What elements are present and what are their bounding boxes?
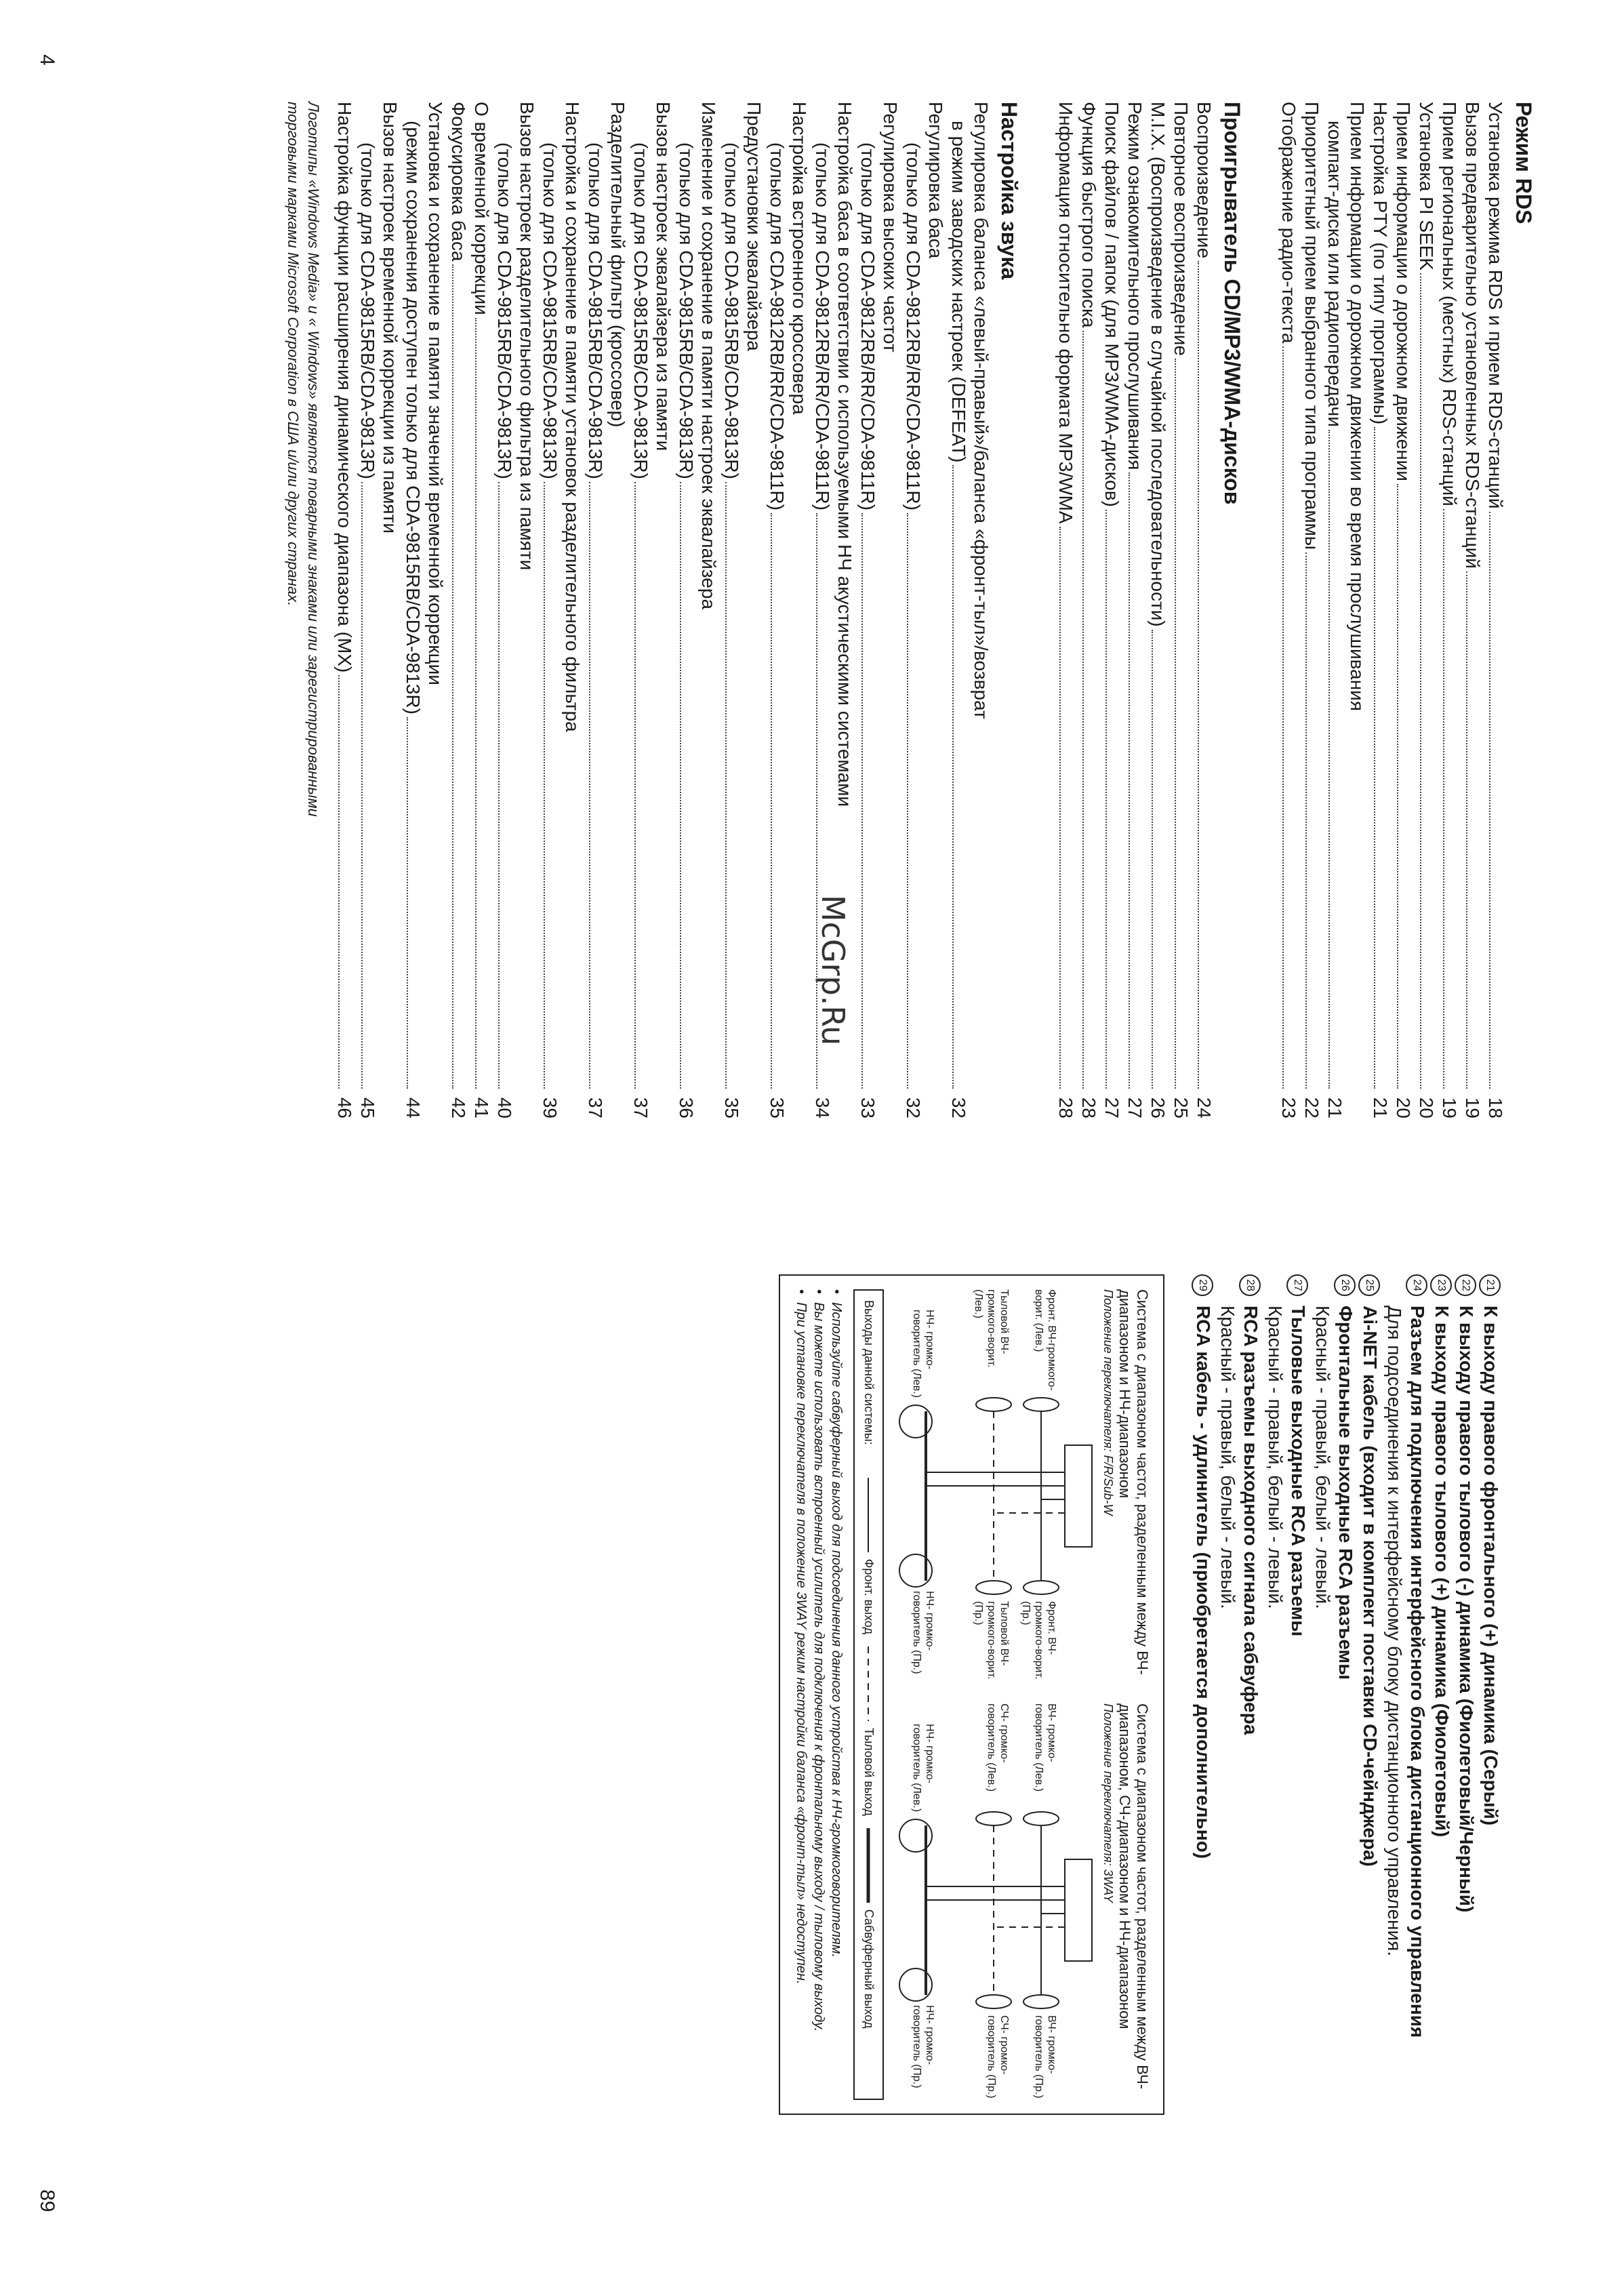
midrange-left (976, 1812, 1011, 1825)
connector-number: 27 (1286, 1274, 1308, 1296)
toc-section-rds (1277, 102, 1536, 1118)
connections-column (779, 1274, 1502, 2156)
connector-title: К выходу правого тылового (-) динамика (Фиолетовый/Черный) (1456, 1306, 1477, 1913)
label-lf-right: НЧ- громко-говоритель (Пр.) (911, 2005, 935, 2088)
toc-entry[interactable]: Вызов настроек временной коррекции из памяти (380, 102, 401, 533)
head-unit-box (1065, 1445, 1092, 1547)
dashed-line-icon (866, 1646, 872, 1721)
toc-entry[interactable]: Информация относительно формата MP3/WMA 28 (1055, 102, 1076, 1118)
toc-entry[interactable]: Регулировка высоких частот (880, 102, 901, 352)
three-way-diagram (892, 1703, 1151, 2100)
label-front-tweeter-left: Фронт. ВЧ-громкого-ворит. (Лев.) (1033, 1289, 1057, 1391)
connector-title: Тыловые выходные RCA разъемы (1288, 1306, 1309, 1637)
legend-front-label: Фронт. выход (862, 1558, 876, 1635)
label-front-tweeter-right: Фронт. ВЧ-громкого-ворит. (Пр.) (1020, 1601, 1057, 1680)
label-hf-left: ВЧ- громко-говоритель (Лев.) (1033, 1703, 1057, 1792)
connector-description: Красный - правый, белый - левый. (1265, 1306, 1286, 1609)
toc-entry[interactable]: (только для CDA-9815RB/CDA-9813R) 37 (585, 142, 606, 1118)
toc-entry[interactable]: Настройка и сохранение в памяти установок разделительного фильтра (562, 102, 583, 732)
diagram-subtitle: Положение переключателя: F/R/Sub-W (1101, 1289, 1115, 1516)
connector-number: 21 (1479, 1274, 1501, 1296)
label-woofer-left: НЧ- громко-говоритель (Лев.) (911, 1310, 935, 1398)
connector-number: 26 (1334, 1274, 1356, 1296)
connector-item (1479, 1274, 1502, 2156)
toc-section-sound (283, 102, 1021, 1118)
tweeter-rear-right (976, 1581, 1011, 1594)
midrange-right (976, 1995, 1011, 2008)
footnote-line: торговыми марками Microsoft Corporation в США и/или других странах. (285, 102, 302, 607)
connector-item (1455, 1274, 1478, 2156)
connector-description: Красный - правый, белый - левый. (1312, 1306, 1333, 1609)
section-heading: Настройка звука (997, 102, 1021, 280)
thick-line-icon (866, 1828, 872, 1903)
toc-entry[interactable]: в режим заводских настроек (DEFEAT) 32 (948, 121, 969, 1118)
connector-title: Фронтальные выходные RCA разъемы (1335, 1306, 1356, 1680)
label-hf-right: ВЧ- громко-говоритель (Пр.) (1033, 2015, 1057, 2099)
connector-title: RCA кабель - удлинитель (приобретается дополнительно) (1193, 1306, 1214, 1859)
output-legend (853, 1289, 884, 2100)
toc-entry[interactable]: (только для CDA-9812RB/RR/CDA-9811R) 32 (903, 142, 924, 1118)
toc-entry[interactable]: (режим сохранения доступен только для CDA-9815RB/CDA-9813R) 44 (403, 121, 424, 1118)
legend-sub-label: Сабвуферный выход (862, 1909, 876, 2029)
connector-description: Для подсоединения к интерфейсному блоку дистанционного управления. (1384, 1306, 1405, 1957)
head-unit-box (1065, 1859, 1092, 1961)
toc-entry[interactable]: Отображение радио-текста 23 (1278, 102, 1299, 1118)
toc-entry[interactable]: Прием информации о дорожном движении во время прослушивания (1347, 102, 1368, 711)
toc-entry[interactable]: (только для CDA-9815RB/CDA-9813R) 35 (721, 142, 742, 1118)
note-item: • Используйте сабвуферный выход для подсоединения данного устройства к НЧ-громкоговорителям. (829, 1289, 844, 1958)
toc-entry[interactable]: (только для CDA-9815RB/CDA-9813R) 45 (357, 142, 378, 1118)
toc-entry[interactable]: Регулировка баса (925, 102, 946, 259)
table-of-contents (250, 102, 1536, 1118)
toc-entry[interactable]: (только для CDA-9815RB/CDA-9813R) 39 (540, 142, 561, 1118)
label-mf-left: СЧ- громко-говоритель (Лев.) (986, 1703, 1010, 1792)
legend-front (861, 1478, 876, 1634)
legend-rear (861, 1646, 876, 1816)
page-number-right: 89 (36, 2189, 58, 2213)
toc-entry[interactable]: (только для CDA-9812RB/RR/CDA-9811R) 33 (857, 142, 878, 1118)
connector-list (1192, 1274, 1502, 2156)
toc-entry[interactable]: Регулировка баланса «левый-правый»/баланса «фронт-тыл»/возврат (971, 102, 992, 719)
toc-entry[interactable]: Прием региональных (местных) RDS-станций 19 (1439, 102, 1460, 1118)
legend-title: Выходы данной системы: (862, 1300, 876, 1445)
note-item: • Вы можете использовать встроенный усилитель для подключения к фронтальному выходу / тыловому выходу. (811, 1289, 826, 2032)
note-item: • При установке переключателя в положение 3WAY режим настройки баланса «фронт-тыл» недоступен. (794, 1289, 809, 1985)
toc-entry[interactable]: (только для CDA-9815RB/CDA-9813R) 40 (494, 142, 515, 1118)
toc-entry[interactable]: Вызов предварительно установленных RDS-станций 19 (1462, 102, 1483, 1118)
connector-item (1263, 1274, 1310, 2156)
footnote-line: Логотипы «Windows Media» и « Windows» являются товарными знаками или зарегистрированными (305, 102, 322, 817)
toc-entry[interactable]: Разделительный фильтр (кроссовер) (607, 102, 628, 428)
toc-entry[interactable]: M.I.X. (Воспроизведение в случайной последовательности) 26 (1148, 102, 1169, 1118)
toc-entry[interactable]: Поиск файлов / папок (для MP3/WMA-дисков) 27 (1101, 102, 1122, 1118)
label-mf-right: СЧ- громко-говоритель (Пр.) (986, 2015, 1010, 2099)
tweeter-front-left (1023, 1398, 1059, 1411)
label-rear-tweeter-left: Тыловой ВЧ-громкого-ворит. (Лев.) (973, 1289, 1010, 1368)
connector-item (1358, 1274, 1381, 2156)
toc-entry[interactable]: Вызов настроек эквалайзера из памяти (653, 102, 674, 451)
toc-entry[interactable]: Прием информации о дорожном движении 20 (1393, 102, 1414, 1118)
connector-number: 23 (1430, 1274, 1452, 1296)
two-way-diagram (892, 1289, 1151, 1686)
section-heading: Режим RDS (1511, 102, 1536, 224)
connector-title: К выходу правого тылового (+) динамика (Фиолетовый) (1432, 1306, 1453, 1838)
toc-entry[interactable]: Настройка баса в соответствии с используемыми НЧ акустическими системами (834, 102, 855, 807)
toc-entry[interactable]: Вызов настроек разделительного фильтра из памяти (516, 102, 537, 571)
toc-entry[interactable]: Установка PI SEEK 20 (1416, 102, 1437, 1118)
connector-number: 22 (1455, 1274, 1476, 1296)
page-number-left: 4 (36, 54, 58, 66)
toc-entry[interactable]: компакт-диска или радиопередачи 21 (1324, 121, 1345, 1118)
connector-number: 28 (1239, 1274, 1261, 1296)
connector-description: Красный - правый, белый - левый. (1217, 1306, 1238, 1609)
legend-sub (861, 1828, 876, 2029)
toc-entry[interactable]: (только для CDA-9812RB/RR/CDA-9811R) 34 (812, 142, 833, 1118)
toc-entry[interactable]: О временной коррекции 41 (471, 102, 492, 1118)
diagram-title: Система с диапазоном частот, разделенным между ВЧ-диапазоном, СЧ-диапазоном и НЧ-диапазоном (1116, 1703, 1151, 2089)
connector-item (1311, 1274, 1357, 2156)
label-lf-left: НЧ- громко-говоритель (Лев.) (911, 1724, 935, 1813)
toc-entry[interactable]: Повторное воспроизведение 25 (1171, 102, 1192, 1118)
tweeter-left (1023, 1812, 1059, 1825)
connector-item (1383, 1274, 1429, 2156)
toc-entry[interactable]: Функция быстрого поиска 28 (1078, 102, 1099, 1118)
toc-entry[interactable]: Воспроизведение 24 (1194, 102, 1215, 1118)
toc-entry[interactable]: Установка и сохранение в памяти значений временной коррекции (425, 102, 446, 685)
connector-item (1430, 1274, 1453, 2156)
watermark: McGrp.Ru (815, 895, 851, 1046)
tweeter-front-right (1023, 1581, 1059, 1594)
connector-title: Разъем для подключения интерфейсного блока дистанционного управления (1407, 1306, 1428, 2038)
connector-number: 24 (1406, 1274, 1427, 1296)
two-way-wiring-svg (892, 1289, 1095, 1686)
toc-entry[interactable]: (только для CDA-9815RB/CDA-9813R) 37 (630, 142, 651, 1118)
toc-entry[interactable]: (только для CDA-9812RB/RR/CDA-9811R) 35 (767, 142, 788, 1118)
toc-section-cd (1054, 102, 1244, 1118)
connector-item (1216, 1274, 1262, 2156)
toc-entry[interactable]: Фокусировка баса 42 (448, 102, 469, 1118)
diagram-subtitle: Положение переключателя: 3WAY (1101, 1703, 1115, 1903)
tweeter-rear-left (976, 1398, 1011, 1411)
solid-line-icon (866, 1478, 872, 1552)
toc-entry[interactable]: (только для CDA-9815RB/CDA-9813R) 36 (676, 142, 697, 1118)
toc-entry[interactable]: Изменение и сохранение в памяти настроек эквалайзера (698, 102, 719, 610)
connector-title: К выходу правого фронтального (+) динамика (Серый) (1480, 1306, 1501, 1826)
toc-entry[interactable]: Настройка функции расширения динамического диапазона (MX) 46 (334, 102, 355, 1118)
connector-item (1192, 1274, 1215, 2156)
toc-entry[interactable]: Приоритетный прием выбранного типа программы 22 (1301, 102, 1322, 1118)
connector-title: RCA разъемы выходного сигнала сабвуфера (1240, 1306, 1261, 1735)
speaker-system-box (779, 1274, 1164, 2115)
toc-entry[interactable]: Настройка PTY (по типу программы) 21 (1370, 102, 1391, 1118)
label-rear-tweeter-right: Тыловой ВЧ-громкого-ворит. (Пр.) (973, 1601, 1010, 1680)
diagram-title: Система с диапазоном частот, разделенным между ВЧ-диапазоном и НЧ-диапазоном (1116, 1289, 1151, 1675)
section-heading: Проигрыватель CD/MP3/WMA-дисков (1220, 102, 1244, 505)
toc-entry[interactable]: Предустановки эквалайзера (744, 102, 765, 351)
trademark-footnote (283, 102, 323, 1118)
toc-entry[interactable]: Настройка встроенного кроссовера (789, 102, 810, 415)
three-way-wiring-svg (892, 1703, 1095, 2100)
connector-number: 29 (1192, 1274, 1213, 1296)
label-woofer-right: НЧ- громко-говоритель (Пр.) (911, 1591, 935, 1674)
legend-rear-label: Тыловой выход (862, 1728, 876, 1816)
connector-title: Ai-NET кабель (входит в комплект поставки CD-чейнджера) (1360, 1306, 1381, 1867)
tweeter-right (1023, 1995, 1059, 2008)
connector-number: 25 (1358, 1274, 1380, 1296)
toc-entry[interactable]: Установка режима RDS и прием RDS-станций 18 (1485, 102, 1506, 1118)
toc-entry[interactable]: Режим ознакомительного прослушивания 27 (1124, 102, 1145, 1118)
diagram-notes (792, 1289, 845, 2100)
